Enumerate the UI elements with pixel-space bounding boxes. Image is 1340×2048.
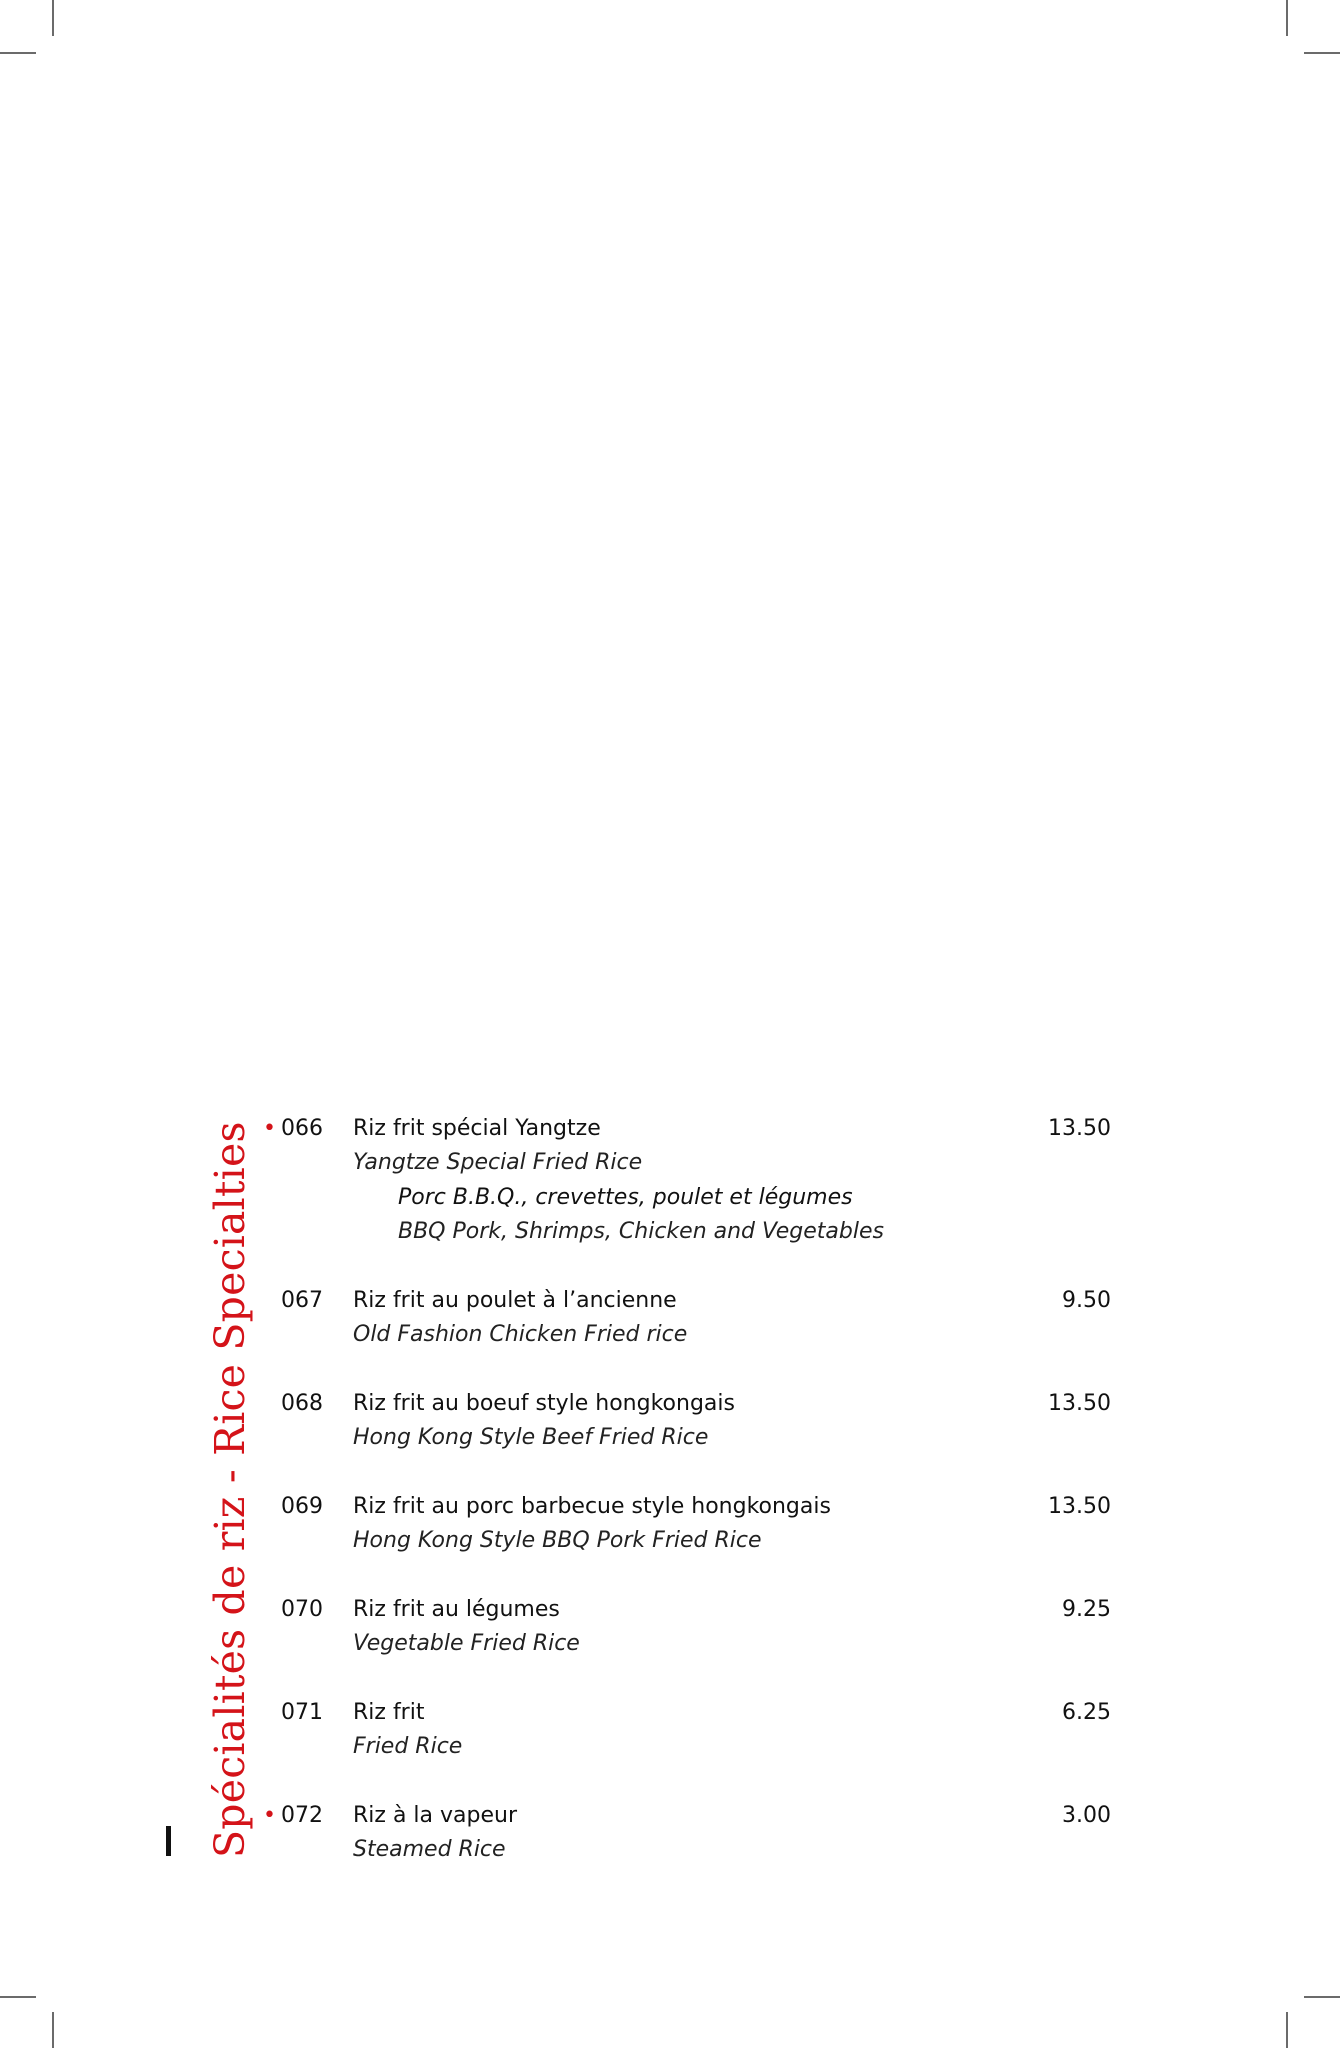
item-name-en: Steamed Rice [353, 1837, 506, 1862]
item-number: 072 [281, 1803, 323, 1828]
crop-mark-top-left-horizontal [0, 52, 36, 54]
crop-mark-bottom-left-horizontal [0, 1996, 36, 1998]
item-number: 068 [281, 1391, 323, 1416]
crop-mark-bottom-right-horizontal [1304, 1996, 1340, 1998]
item-name-en: Vegetable Fried Rice [353, 1631, 580, 1656]
item-number: 071 [281, 1700, 323, 1725]
item-name-fr: Riz à la vapeur [353, 1803, 517, 1828]
crop-mark-top-right-horizontal [1304, 52, 1340, 54]
item-price: 6.25 [1062, 1700, 1111, 1725]
item-name-fr: Riz frit au porc barbecue style hongkongais [353, 1494, 831, 1519]
item-number: 067 [281, 1288, 323, 1313]
item-name-en: Fried Rice [353, 1734, 463, 1759]
item-name-en: Hong Kong Style BBQ Pork Fried Rice [353, 1528, 762, 1553]
section-title: Spécialités de riz - Rice Specialties [206, 1121, 254, 1858]
item-name-fr: Riz frit au légumes [353, 1597, 560, 1622]
item-name-fr: Riz frit au poulet à l’ancienne [353, 1288, 677, 1313]
item-name-fr: Riz frit [353, 1700, 425, 1725]
item-name-fr: Riz frit spécial Yangtze [353, 1116, 601, 1141]
item-description-en: BBQ Pork, Shrimps, Chicken and Vegetables [398, 1219, 884, 1244]
item-number: 070 [281, 1597, 323, 1622]
item-description-fr: Porc B.B.Q., crevettes, poulet et légumes [398, 1185, 853, 1210]
crop-mark-bottom-left-vertical [52, 2012, 54, 2048]
item-name-en: Yangtze Special Fried Rice [353, 1150, 643, 1175]
item-number: 066 [281, 1116, 323, 1141]
recommended-bullet-icon: • [263, 1803, 276, 1828]
item-price: 13.50 [1048, 1391, 1111, 1416]
item-price: 9.25 [1062, 1597, 1111, 1622]
item-price: 9.50 [1062, 1288, 1111, 1313]
item-number: 069 [281, 1494, 323, 1519]
crop-mark-top-left-vertical [52, 0, 54, 36]
item-name-en: Hong Kong Style Beef Fried Rice [353, 1425, 709, 1450]
item-price: 13.50 [1048, 1116, 1111, 1141]
item-name-fr: Riz frit au boeuf style hongkongais [353, 1391, 735, 1416]
item-price: 13.50 [1048, 1494, 1111, 1519]
section-marker-bar [166, 1826, 171, 1856]
item-price: 3.00 [1062, 1803, 1111, 1828]
crop-mark-top-right-vertical [1286, 0, 1288, 36]
crop-mark-bottom-right-vertical [1286, 2012, 1288, 2048]
item-name-en: Old Fashion Chicken Fried rice [353, 1322, 688, 1347]
recommended-bullet-icon: • [263, 1116, 276, 1141]
